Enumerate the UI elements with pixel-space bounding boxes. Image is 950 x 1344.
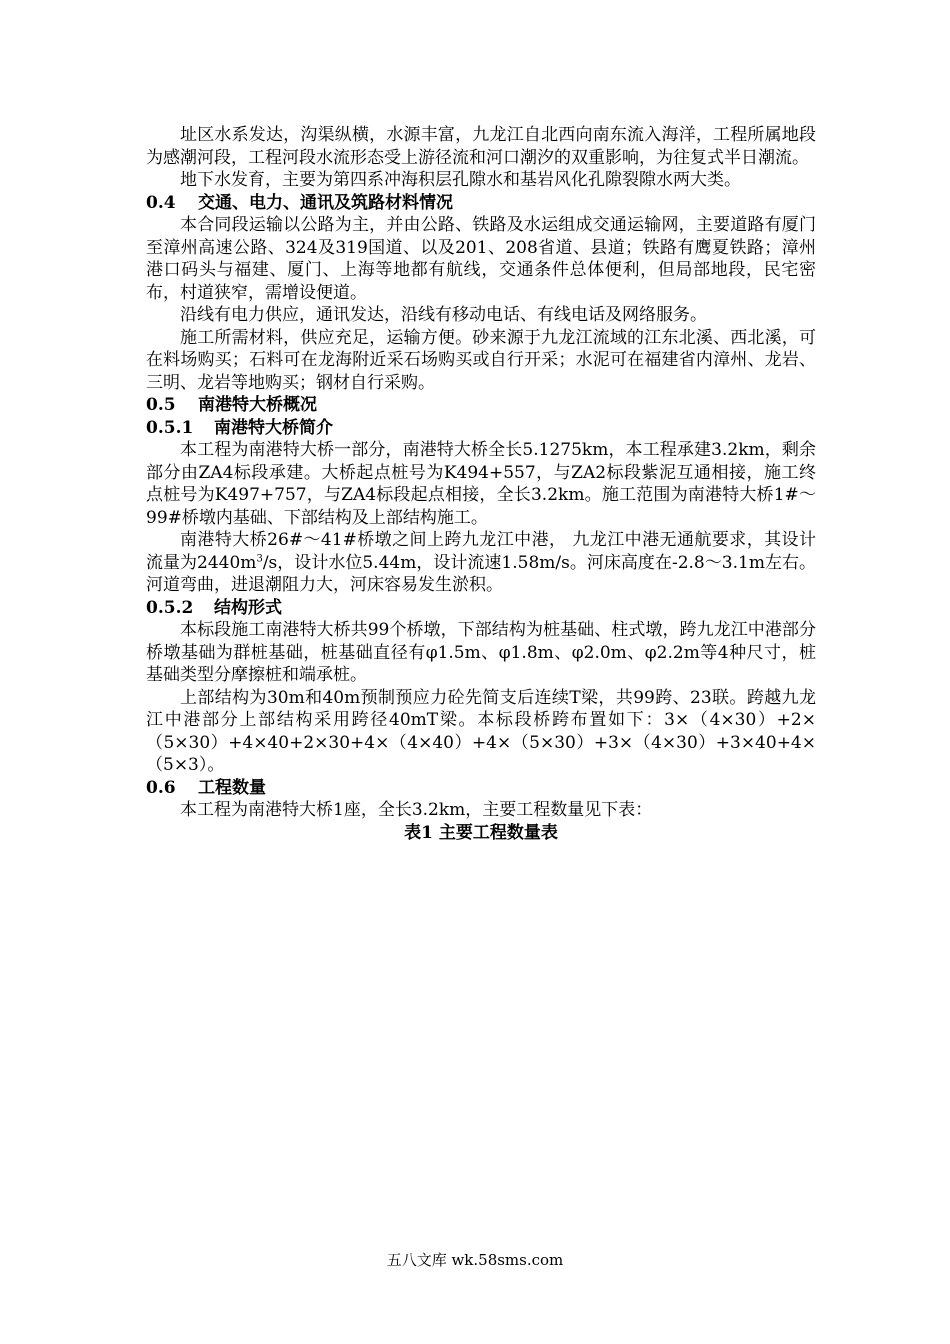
paragraph-superstructure: 上部结构为30m和40m预制预应力砼先简支后连续T梁，共99跨、23联。跨越九龙江中港部分上部结构采用跨径40mT梁。本标段桥跨布置如下：3×（4×30）+2×（5×30）+4×40+2×30+4×（4×40）+4×（5×30）+3×（4×30）+3×40+4×（5×3）。 — [146, 687, 816, 775]
document-body — [146, 124, 816, 844]
section-number: 0.5.1 — [146, 417, 194, 438]
section-heading-0-5-2 — [146, 597, 816, 620]
paragraph-quantities: 本工程为南港特大桥1座，全长3.2km，主要工程数量见下表： — [180, 800, 653, 820]
section-title: 交通、电力、通讯及筑路材料情况 — [198, 192, 453, 213]
paragraph-substructure: 本标段施工南港特大桥共99个桥墩，下部结构为桩基础、柱式墩，跨九龙江中港部分桥墩基础为群桩基础，桩基础直径有φ1.5m、φ1.8m、φ2.0m、φ2.2m等4种尺寸，桩基础类型分摩擦桩和端承桩。 — [146, 620, 816, 685]
section-number: 0.5.2 — [146, 597, 194, 618]
section-heading-0-4 — [146, 192, 816, 215]
paragraph-bridge-intro: 本工程为南港特大桥一部分，南港特大桥全长5.1275km，本工程承建3.2km，剩余部分由ZA4标段承建。大桥起点桩号为K494+557，与ZA2标段紫泥互通相接，施工终点桩号为K497+757，与ZA4标段起点相接，全长3.2km。施工范围为南港特大桥1#～99#桥墩内基础、下部结构及上部结构施工。 — [146, 440, 816, 528]
section-number: 0.4 — [146, 192, 176, 213]
section-number: 0.6 — [146, 777, 176, 798]
paragraph-transport: 本合同段运输以公路为主，并由公路、铁路及水运组成交通运输网，主要道路有厦门至漳州高速公路、324及319国道、以及201、208省道、县道；铁路有鹰夏铁路；漳州港口码头与福建、厦门、上海等地都有航线，交通条件总体便利，但局部地段，民宅密布，村道狭窄，需增设便道。 — [146, 215, 816, 303]
section-title: 工程数量 — [198, 777, 266, 798]
section-heading-0-6 — [146, 777, 816, 800]
paragraph-river-crossing — [146, 529, 816, 597]
paragraph-water-system: 址区水系发达，沟渠纵横，水源丰富，九龙江自北西向南东流入海洋，工程所属地段为感潮河段，工程河段水流形态受上游径流和河口潮汐的双重影响，为往复式半日潮流。 — [146, 125, 816, 168]
paragraph-groundwater: 地下水发育，主要为第四系冲海积层孔隙水和基岩风化孔隙裂隙水两大类。 — [180, 170, 741, 190]
page-footer: 五八文库 wk.58sms.com — [386, 1251, 564, 1269]
text-run: /s，设计水位5.44m，设计流速1.58m/s。河床高度在-2.8～3.1m左右。河道弯曲，进退潮阻力大，河床容易发生淤积。 — [146, 552, 816, 595]
paragraph-power: 沿线有电力供应，通讯发达，沿线有移动电话、有线电话及网络服务。 — [180, 305, 707, 325]
table-caption: 表1 主要工程数量表 — [404, 822, 558, 843]
section-heading-0-5 — [146, 394, 816, 417]
superscript: 3 — [256, 552, 263, 564]
paragraph-materials: 施工所需材料，供应充足，运输方便。砂来源于九龙江流域的江东北溪、西北溪，可在料场购买；石料可在龙海附近采石场购买或自行开采；水泥可在福建省内漳州、龙岩、三明、龙岩等地购买；钢材自行采购。 — [146, 327, 816, 393]
section-title: 结构形式 — [214, 597, 282, 618]
section-number: 0.5 — [146, 395, 176, 415]
section-title: 南港特大桥概况 — [198, 395, 317, 415]
section-heading-0-5-1 — [146, 417, 816, 440]
section-title: 南港特大桥简介 — [214, 417, 333, 438]
text-run: 南港特大桥26#～41#桥墩之间上跨九龙江中港， 九龙江中港无通航要求，其设计流量为2440m — [146, 530, 816, 573]
